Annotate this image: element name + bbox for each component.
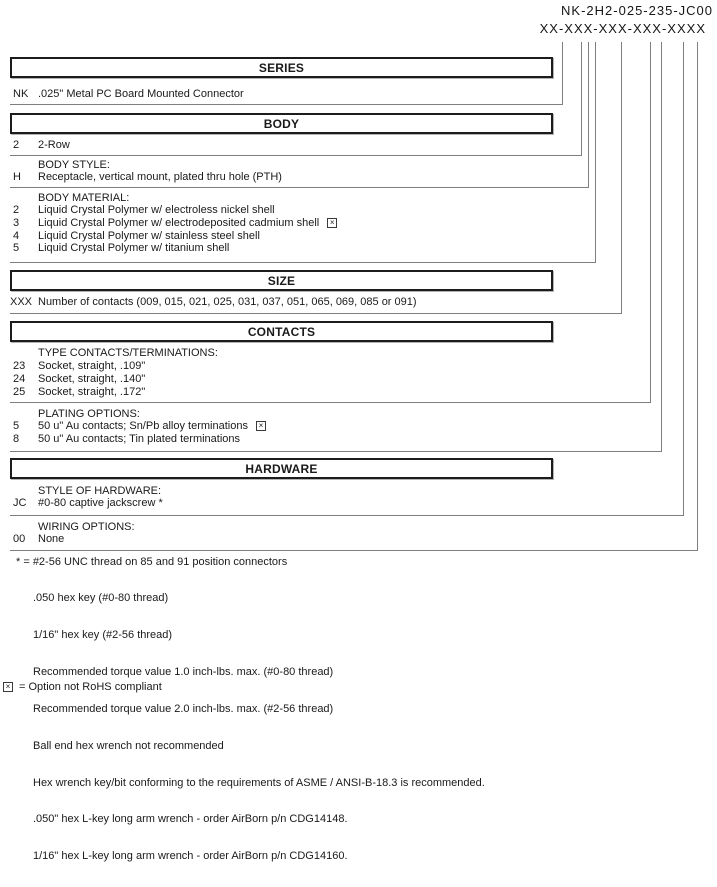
option-code: H: [13, 171, 21, 183]
option-desc: Liquid Crystal Polymer w/ electroless nickel shell: [38, 204, 275, 216]
plating-options-heading: PLATING OPTIONS:: [38, 408, 140, 420]
option-desc: #0-80 captive jackscrew *: [38, 497, 163, 509]
option-desc: .025" Metal PC Board Mounted Connector: [38, 88, 244, 100]
footnote-line: Recommended torque value 1.0 inch-lbs. max. (#0-80 thread): [33, 665, 334, 678]
hardware-style-heading: STYLE OF HARDWARE:: [38, 485, 162, 497]
footnote-star-line: * = #2-56 UNC thread on 85 and 91 position connectors: [16, 556, 288, 568]
option-code: 24: [13, 373, 26, 385]
section-title: SIZE: [267, 273, 296, 288]
section-title: SERIES: [258, 60, 305, 75]
option-code: JC: [13, 497, 27, 509]
section-header-contacts: [10, 321, 553, 342]
option-desc: Liquid Crystal Polymer w/ electrodeposited cadmium shell: [38, 217, 320, 229]
option-code: 2: [13, 139, 20, 151]
option-desc: Liquid Crystal Polymer w/ stainless steel shell: [38, 230, 260, 242]
footnote-line: .050" hex L-key long arm wrench - order AirBorn p/n CDG14148.: [33, 813, 348, 826]
wiring-options-heading: WIRING OPTIONS:: [38, 521, 135, 533]
option-desc: None: [38, 533, 65, 545]
option-code: 2: [13, 204, 20, 216]
option-desc: 50 u" Au contacts; Sn/Pb alloy terminations: [38, 420, 248, 432]
body-material-row: [13, 230, 260, 242]
option-code: 8: [13, 433, 20, 445]
option-desc: Receptacle, vertical mount, plated thru hole (PTH): [38, 171, 282, 183]
footnote-line: Ball end hex wrench not recommended: [33, 739, 224, 752]
contact-type-row: [13, 373, 145, 385]
footnote-line: 1/16" hex L-key long arm wrench - order AirBorn p/n CDG14160.: [33, 850, 348, 863]
footnote-line: Recommended torque value 2.0 inch-lbs. max. (#2-56 thread): [33, 702, 334, 715]
footnote-line: .050 hex key (#0-80 thread): [33, 592, 169, 604]
not-rohs-icon: ×: [327, 218, 337, 228]
body-material-row: [13, 204, 275, 216]
plating-row: [13, 420, 266, 432]
not-rohs-icon: ×: [3, 682, 13, 692]
plating-row: [13, 433, 240, 445]
option-code: XXX: [10, 296, 33, 308]
not-rohs-icon: ×: [256, 421, 266, 431]
option-desc: Number of contacts (009, 015, 021, 025, 031, 037, 051, 065, 069, 085 or 091): [38, 296, 417, 308]
option-code: 23: [13, 360, 26, 372]
rohs-legend-text: = Option not RoHS compliant: [19, 681, 162, 693]
section-title: CONTACTS: [247, 324, 316, 339]
option-code: 3: [13, 217, 20, 229]
option-code: 5: [13, 242, 20, 254]
hardware-style-row: [13, 497, 163, 509]
body-material-row: [13, 217, 337, 229]
footnote-line: 1/16" hex key (#2-56 thread): [33, 628, 173, 641]
option-code: 00: [13, 533, 26, 545]
option-code: 25: [13, 386, 26, 398]
body-material-row: [13, 242, 229, 254]
section-title: BODY: [263, 116, 300, 131]
option-desc: Socket, straight, .172": [38, 386, 146, 398]
size-row: [10, 296, 417, 308]
section-title: HARDWARE: [245, 461, 318, 476]
body-material-heading: BODY MATERIAL:: [38, 192, 130, 204]
option-desc: Liquid Crystal Polymer w/ titanium shell: [38, 242, 230, 254]
body-style-row: [13, 171, 282, 183]
option-desc: 50 u" Au contacts; Tin plated terminations: [38, 433, 241, 445]
contact-type-row: [13, 386, 145, 398]
rohs-legend: [3, 681, 162, 693]
body-row: [13, 139, 70, 151]
contacts-type-heading: TYPE CONTACTS/TERMINATIONS:: [38, 347, 218, 359]
section-header-series: [10, 57, 553, 78]
contact-type-row: [13, 360, 145, 372]
section-header-hardware: [10, 458, 553, 479]
option-code: 5: [13, 420, 20, 432]
part-number-example: NK-2H2-025-235-JC00: [561, 3, 713, 18]
part-number-mask: XX-XXX-XXX-XXX-XXXX: [539, 21, 706, 36]
option-code: 4: [13, 230, 20, 242]
section-header-body: [10, 113, 553, 134]
section-header-size: [10, 270, 553, 291]
footnote-line: Hex wrench key/bit conforming to the requirements of ASME / ANSI-B-18.3 is recommended.: [33, 776, 485, 789]
series-row: [13, 88, 244, 100]
wiring-row: [13, 533, 64, 545]
body-style-heading: BODY STYLE:: [38, 159, 110, 171]
option-desc: 2-Row: [38, 139, 70, 151]
option-code: NK: [13, 88, 29, 100]
footnote-block: [33, 568, 485, 887]
option-desc: Socket, straight, .109": [38, 360, 146, 372]
option-desc: Socket, straight, .140": [38, 373, 146, 385]
